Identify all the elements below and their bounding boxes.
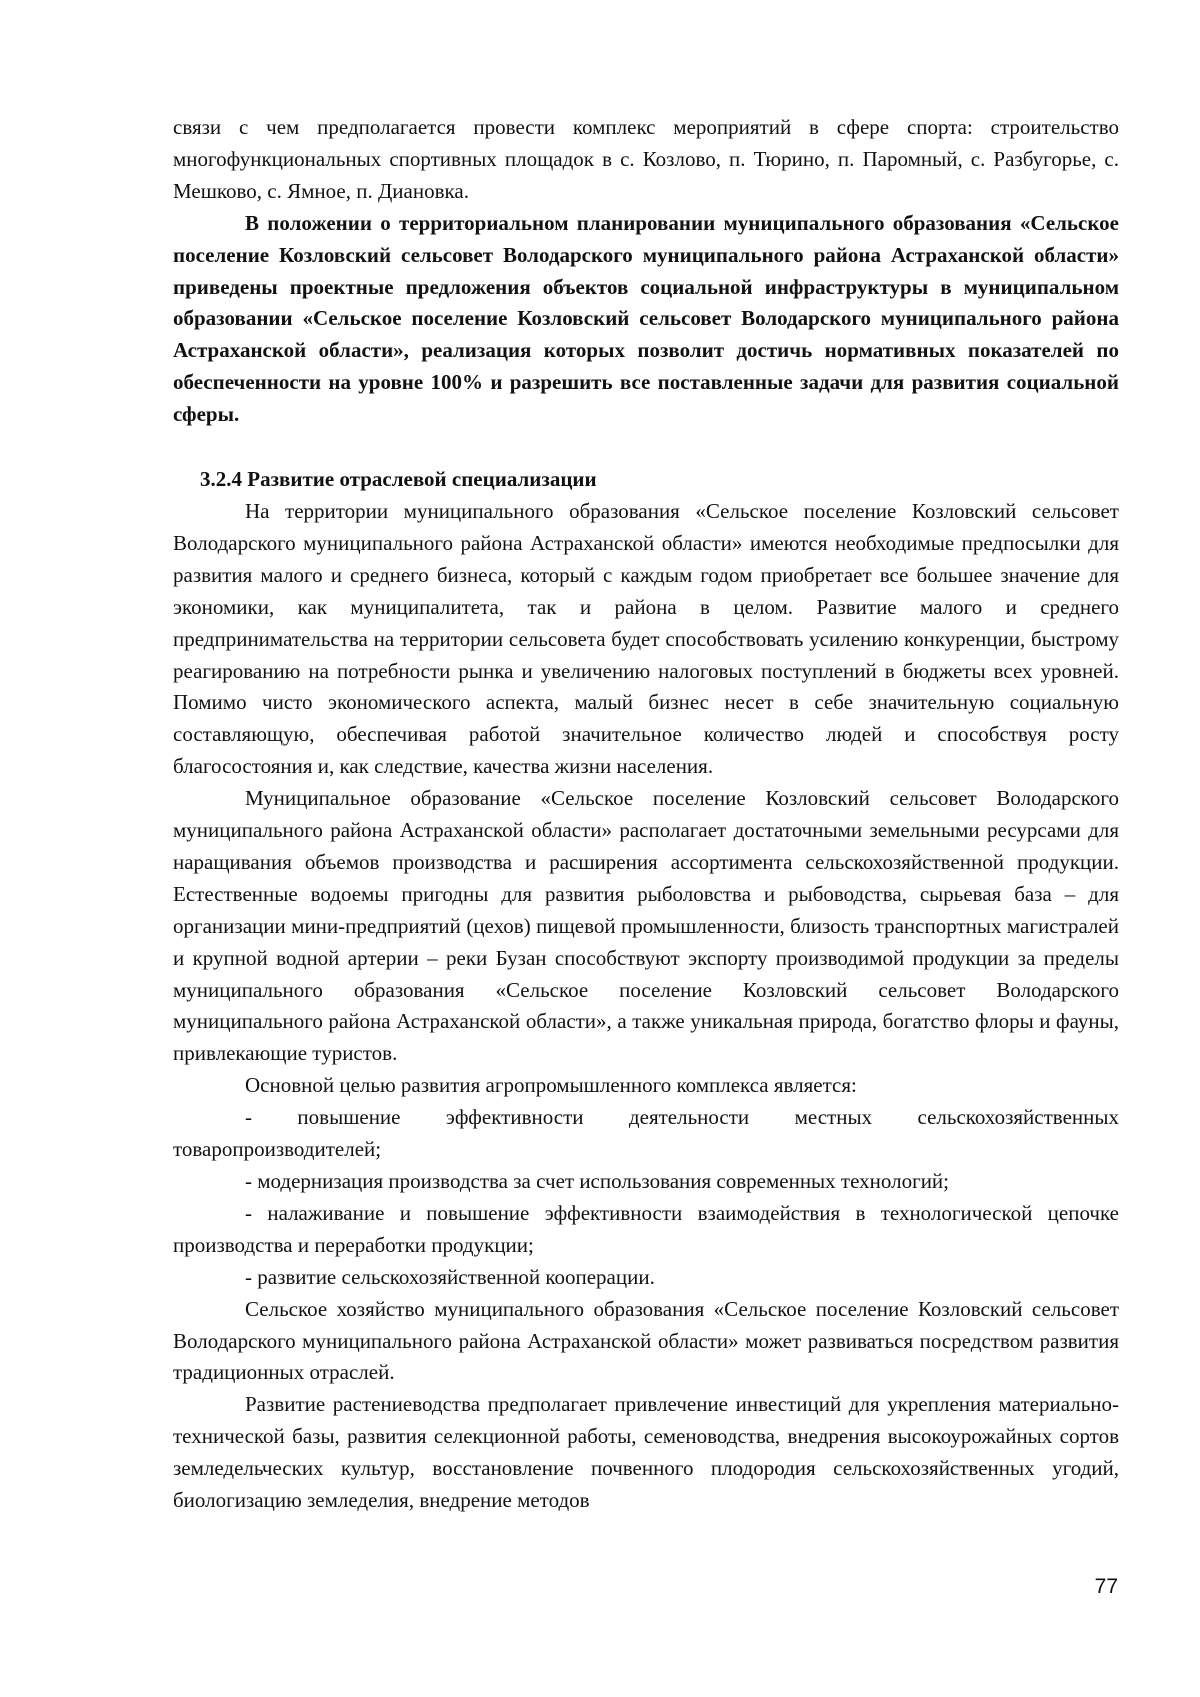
page-number: 77 xyxy=(1094,1575,1118,1598)
list-item: - модернизация производства за счет использования современных технологий; xyxy=(245,1169,950,1193)
list-item: - налаживание и повышение эффективности взаимодействия в технологической цепочке производства и переработки продукции; xyxy=(173,1200,1119,1257)
paragraph-agro-goal: Основной целью развития агропромышленного комплекса является: xyxy=(245,1073,857,1098)
paragraph-territorial-planning: В положении о территориальном планировании муниципального образования «Сельское поселение Козловский сельсовет Володарского муниципального района Астраханской области» приведены проектные предложения объектов социальной инфраструктуры в муниципальном образовании «Сельское поселение Козловский сельсовет Володарского муниципального района Астраханской области», реализация которых позволит достичь нормативных показателей по обеспеченности на уровне 100% и разрешить все поставленные задачи для развития социальной сферы. xyxy=(173,210,1119,427)
list-item: - повышение эффективности деятельности местных сельскохозяйственных товаропроизводителей; xyxy=(173,1105,1119,1162)
paragraph-crop-production: Развитие растениеводства предполагает привлечение инвестиций для укрепления материально-технической базы, развития селекционной работы, семеноводства, внедрения высокоурожайных сортов земледельческих культур, восстановление почвенного плодородия сельскохозяйственных угодий, биологизацию земледелия, внедрение методов xyxy=(173,1392,1119,1513)
section-heading: 3.2.4 Развитие отраслевой специализации xyxy=(200,467,597,492)
paragraph-land-resources: Муниципальное образование «Сельское поселение Козловский сельсовет Володарского муниципального района Астраханской области» располагает достаточными земельными ресурсами для наращивания объемов производства и расширения ассортимента сельскохозяйственной продукции. Естественные водоемы пригодны для развития рыболовства и рыбоводства, сырьевая база – для организации мини-предприятий (цехов) пищевой промышленности, близость транспортных магистралей и крупной водной артерии – реки Бузан способствуют экспорту производимой продукции за пределы муниципального образования «Сельское поселение Козловский сельсовет Володарского муниципального района Астраханской области», а также уникальная природа, богатство флоры и фауны, привлекающие туристов. xyxy=(173,786,1119,1066)
list-item: - развитие сельскохозяйственной кооперации. xyxy=(245,1264,655,1289)
paragraph-agriculture: Сельское хозяйство муниципального образования «Сельское поселение Козловский сельсовет Володарского муниципального района Астраханской области» может развиваться посредством развития традиционных отраслей. xyxy=(173,1296,1119,1385)
paragraph-small-business: На территории муниципального образования «Сельское поселение Козловский сельсовет Володарского муниципального района Астраханской области» имеются необходимые предпосылки для развития малого и среднего бизнеса, который с каждым годом приобретает все большее значение для экономики, как муниципалитета, так и района в целом. Развитие малого и среднего предпринимательства на территории сельсовета будет способствовать усилению конкуренции, быстрому реагированию на потребности рынка и увеличению налоговых поступлений в бюджеты всех уровней. Помимо чисто экономического аспекта, малый бизнес несет в себе значительную социальную составляющую, обеспечивая работой значительное количество людей и способствуя росту благосостояния и, как следствие, качества жизни населения. xyxy=(173,498,1119,779)
document-body xyxy=(173,112,1119,1517)
paragraph-sport-continuation: связи с чем предполагается провести комплекс мероприятий в сфере спорта: строительство многофункциональных спортивных площадок в с. Козлово, п. Тюрино, п. Паромный, с. Разбугорье, с. Мешково, с. Ямное, п. Диановка. xyxy=(173,115,1119,203)
